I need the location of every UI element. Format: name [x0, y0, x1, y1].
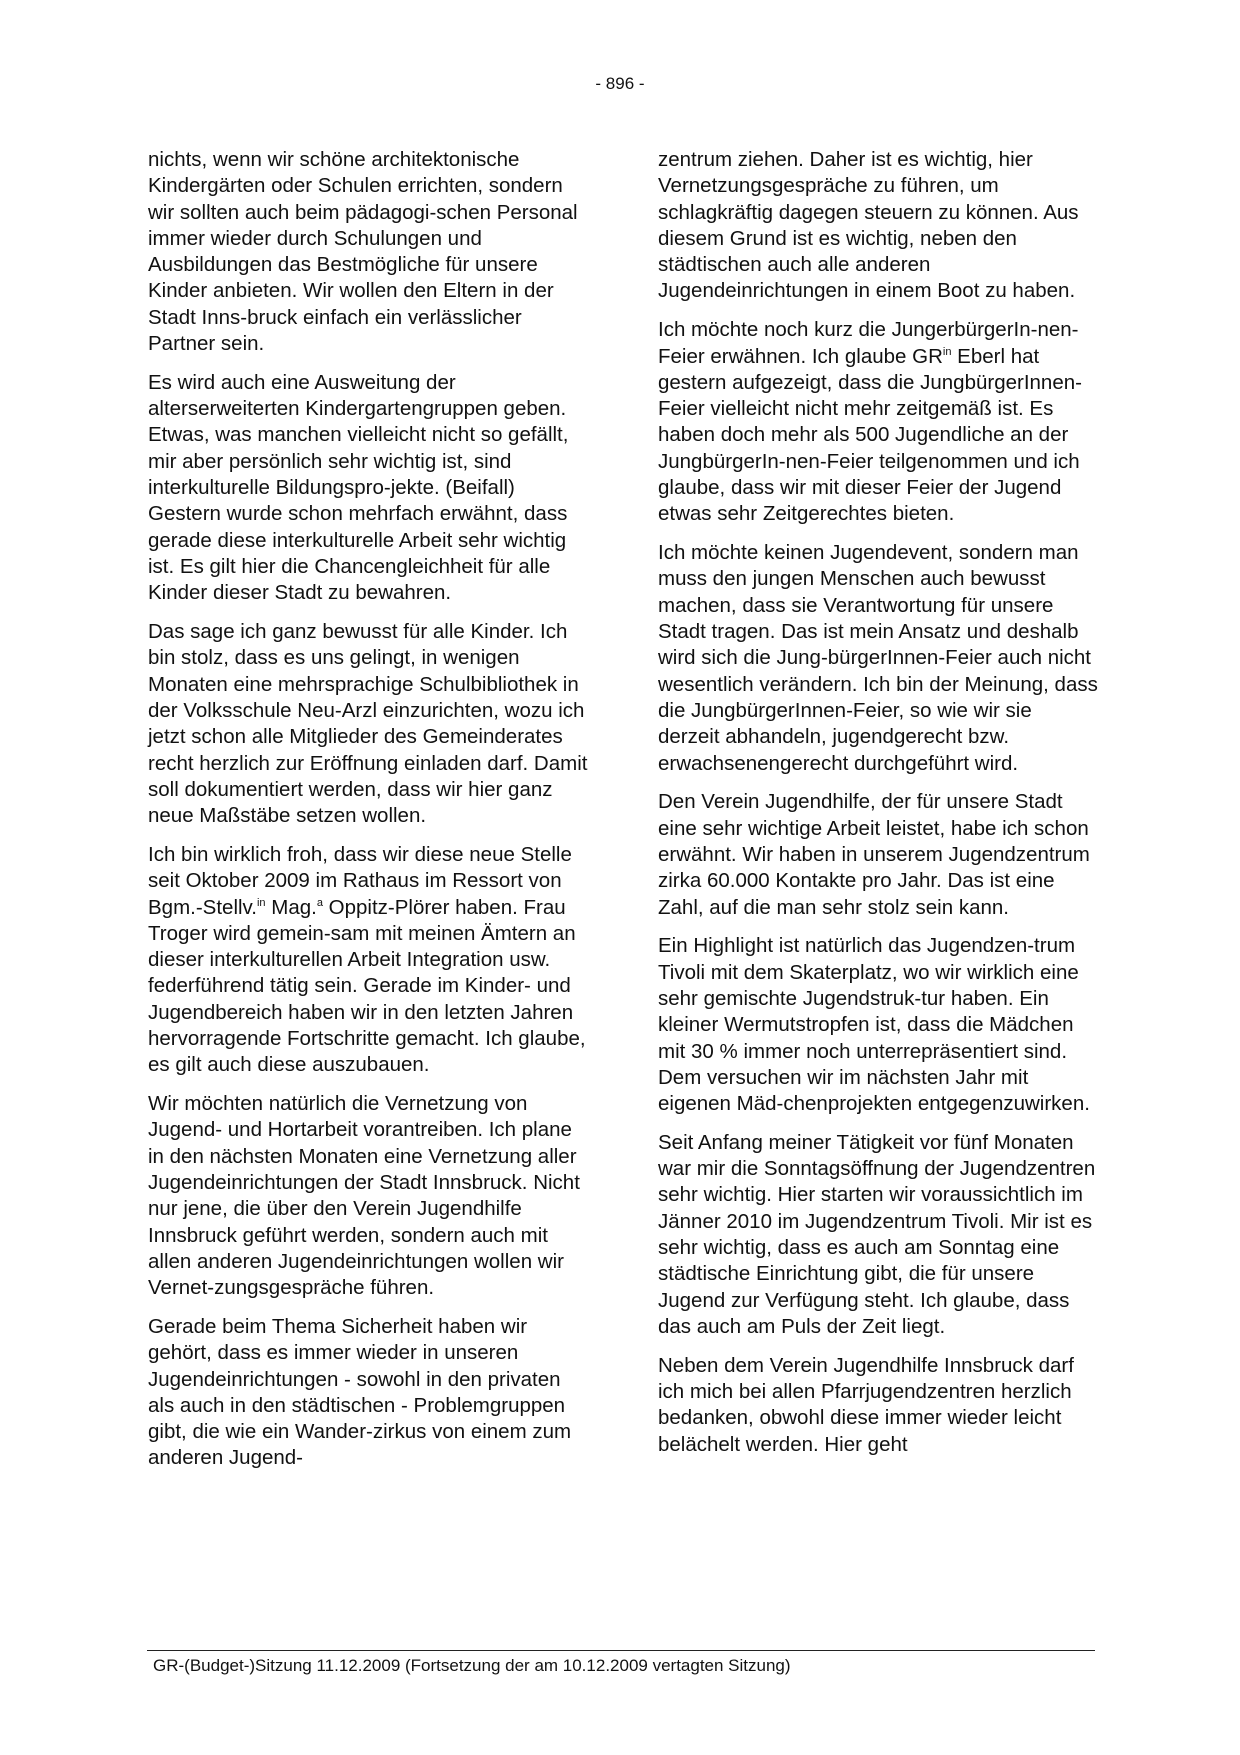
paragraph: Seit Anfang meiner Tätigkeit vor fünf Monaten war mir die Sonntagsöffnung der Jugendzentren sehr wichtig. Hier starten wir voraussichtlich im Jänner 2010 im Jugendzentrum Tivoli. Mir ist es sehr wichtig, dass es auch am Sonntag eine städtische Einrichtung gibt, die für unsere Jugend zur Verfügung steht. Ich glaube, dass das auch am Puls der Zeit liegt.: [658, 1130, 1096, 1338]
paragraph: nichts, wenn wir schöne architektonische Kindergärten oder Schulen errichten, sondern wir sollten auch beim pädagogi-schen Personal immer wieder durch Schulungen und Ausbildungen das Bestmögliche für unsere Kinder anbieten. Wir wollen den Eltern in der Stadt Inns-bruck einfach ein verlässlicher Partner sein.: [148, 148, 578, 356]
paragraph: Ein Highlight ist natürlich das Jugendzen-trum Tivoli mit dem Skaterplatz, wo wir wirklich eine sehr gemischte Jugendstruk-tur haben. Ein kleiner Wermutstropfen ist, dass die Mädchen mit 30 % immer noch unterrepräsentiert sind. Dem versuchen wir im nächsten Jahr mit eigenen Mäd-chenprojekten entgegenzuwirken.: [658, 934, 1090, 1116]
page-number: - 896 -: [595, 74, 645, 93]
text-run: Ich bin wirklich froh, dass wir diese neue Stelle seit Oktober 2009 im Rathaus im Ressort von Bgm.-Stellv.: [148, 842, 572, 919]
superscript: in: [942, 345, 952, 358]
paragraph: Neben dem Verein Jugendhilfe Innsbruck darf ich mich bei allen Pfarrjugendzentren herzlich bedanken, obwohl diese immer wieder leicht belächelt werden. Hier geht: [658, 1353, 1074, 1456]
paragraph: zentrum ziehen. Daher ist es wichtig, hier Vernetzungsgespräche zu führen, um schlagkräftig dagegen steuern zu können. Aus diesem Grund ist es wichtig, neben den städtischen auch alle anderen Jugendeinrichtungen in einem Boot zu haben.: [658, 148, 1079, 303]
footer-text: GR-(Budget-)Sitzung 11.12.2009 (Fortsetzung der am 10.12.2009 vertagten Sitzung): [153, 1656, 791, 1675]
text-run: Oppitz-Plörer haben. Frau Troger wird gemein-sam mit meinen Ämtern an dieser interkulturellen Arbeit Integration usw. federführend tätig sein. Gerade im Kinder- und Jugendbereich haben wir in den letzten Jahren hervorragende Fortschritte gemacht. Ich glaube, es gilt auch diese auszubauen.: [148, 895, 586, 1077]
paragraph: Es wird auch eine Ausweitung der alterserweiterten Kindergartengruppen geben. Etwas, was manchen vielleicht nicht so gefällt, mir aber persönlich sehr wichtig ist, sind interkulturelle Bildungspro-jekte. (Beifall) Gestern wurde schon mehrfach erwähnt, dass gerade diese interkulturelle Arbeit sehr wichtig ist. Es gilt hier die Chancengleichheit für alle Kinder dieser Stadt zu bewahren.: [148, 370, 569, 605]
right-column: [658, 147, 1098, 1470]
footer-divider: [147, 1650, 1095, 1651]
superscript: in: [256, 896, 266, 909]
paragraph: [148, 842, 588, 1079]
text-run: Ich möchte noch kurz die JungerbürgerIn-nen-Feier erwähnen. Ich glaube GR: [658, 318, 1079, 368]
paragraph: [658, 317, 1098, 527]
paragraph: Wir möchten natürlich die Vernetzung von Jugend- und Hortarbeit vorantreiben. Ich plane in den nächsten Monaten eine Vernetzung aller Jugendeinrichtungen der Stadt Innsbruck. Nicht nur jene, die über den Verein Jugendhilfe Innsbruck geführt werden, sondern auch mit allen anderen Jugendeinrichtungen wollen wir Vernet-zungsgespräche führen.: [148, 1092, 580, 1300]
paragraph: Ich möchte keinen Jugendevent, sondern man muss den jungen Menschen auch bewusst machen, dass sie Verantwortung für unsere Stadt tragen. Das ist mein Ansatz und deshalb wird sich die Jung-bürgerInnen-Feier auch nicht wesentlich verändern. Ich bin der Meinung, dass die JungbürgerInnen-Feier, so wie wir sie derzeit abhandeln, jugendgerecht bzw. erwachsenengerecht durchgeführt wird.: [658, 541, 1098, 775]
paragraph: Den Verein Jugendhilfe, der für unsere Stadt eine sehr wichtige Arbeit leistet, habe ich schon erwähnt. Wir haben in unserem Jugendzentrum zirka 60.000 Kontakte pro Jahr. Das ist eine Zahl, auf die man sehr stolz sein kann.: [658, 790, 1090, 919]
text-run: Eberl hat gestern aufgezeigt, dass die JungbürgerInnen-Feier vielleicht nicht mehr zeitgemäß ist. Es haben doch mehr als 500 Jugendliche an der JungbürgerIn-nen-Feier teilgenommen und ich glaube, dass wir mit dieser Feier der Jugend etwas sehr Zeitgerechtes bieten.: [658, 344, 1082, 526]
superscript: a: [316, 896, 323, 909]
paragraph: Das sage ich ganz bewusst für alle Kinder. Ich bin stolz, dass es uns gelingt, in wenigen Monaten eine mehrsprachige Schulbibliothek in der Volksschule Neu-Arzl einzurichten, wozu ich jetzt schon alle Mitglieder des Gemeinderates recht herzlich zur Eröffnung einladen darf. Damit soll dokumentiert werden, dass wir hier ganz neue Maßstäbe setzen wollen.: [148, 620, 588, 828]
paragraph: Gerade beim Thema Sicherheit haben wir gehört, dass es immer wieder in unseren Jugendeinrichtungen - sowohl in den privaten als auch in den städtischen - Problemgruppen gibt, die wie ein Wander-zirkus von einem zum anderen Jugend-: [148, 1314, 572, 1470]
left-column: [148, 147, 588, 1484]
text-run: Mag.: [265, 895, 317, 919]
